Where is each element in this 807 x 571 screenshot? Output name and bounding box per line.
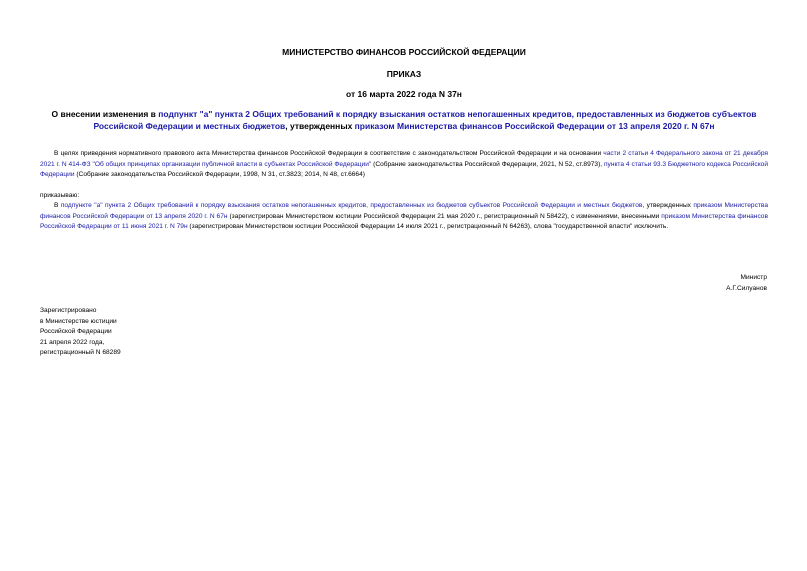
order-link-order-67n[interactable]: приказом Министерства финансов Российской Федерации от 13 апреля 2020 г. N 67н bbox=[40, 202, 768, 220]
preamble-text-1: В целях приведения нормативного правового акта Министерства финансов Российской Федерации в соответствие с законодательством Российской Федерации и на основании bbox=[54, 150, 604, 157]
registration-line-2: в Министерстве юстиции bbox=[40, 317, 117, 325]
signature-name: А.Г.Силуанов bbox=[726, 284, 767, 292]
signature-block bbox=[567, 273, 767, 294]
order-text-1: В bbox=[54, 202, 61, 209]
preamble-text-3: (Собрание законодательства Российской Федерации, 1998, N 31, ст.3823; 2014, N 48, ст.6664) bbox=[74, 171, 365, 179]
signature-position: Министр bbox=[740, 274, 767, 281]
order-text-3: (зарегистрирован Министерством юстиции Российской Федерации 21 мая 2020 г., регистрационный N 58422), с изменениями, внесенными bbox=[227, 212, 662, 220]
order-paragraph bbox=[40, 201, 768, 233]
document-date-number: от 16 марта 2022 года N 37н bbox=[346, 89, 462, 99]
order-text-2: , утвержденных bbox=[642, 202, 694, 209]
subject-link-order-67n[interactable]: приказом Министерства финансов Российской Федерации от 13 апреля 2020 г. N 67н bbox=[354, 121, 715, 131]
subject-middle: , утвержденных bbox=[285, 121, 355, 131]
registration-block bbox=[40, 306, 240, 359]
subject-prefix: О внесении изменения в bbox=[51, 109, 159, 119]
preamble-link-federal-law[interactable]: части 2 статьи 4 Федерального закона от 21 декабря 2021 г. N 414-ФЗ "Об общих принципах организации публичной власти в субъектах Российской Федерации" bbox=[40, 150, 768, 168]
registration-line-1: Зарегистрировано bbox=[40, 307, 97, 314]
preamble-link-budget-code[interactable]: пункта 4 статьи 93.3 Бюджетного кодекса Российской Федерации bbox=[40, 160, 769, 179]
ministry-heading: МИНИСТЕРСТВО ФИНАНСОВ РОССИЙСКОЙ ФЕДЕРАЦИИ bbox=[282, 47, 526, 57]
order-text-4: (зарегистрирован Министерством юстиции Российской Федерации 14 июля 2021 г., регистрационный N 64263), слова "государственной власти" исключить. bbox=[187, 223, 669, 231]
order-word: приказываю: bbox=[40, 192, 80, 199]
subject-link-subparagraph[interactable]: подпункт "а" пункта 2 Общих требований к порядку взыскания остатков непогашенных кредитов, предоставленных из бюджетов субъектов Российской Федерации и местных бюджетов bbox=[93, 109, 757, 131]
preamble-text-2: (Собрание законодательства Российской Федерации, 2021, N 52, ст.8973), bbox=[371, 160, 604, 168]
registration-line-4: 21 апреля 2022 года, bbox=[40, 338, 105, 346]
order-link-order-79n[interactable]: приказом Министерства финансов Российской Федерации от 11 июня 2021 г. N 79н bbox=[40, 212, 768, 231]
order-link-subparagraph[interactable]: подпункте "а" пункта 2 Общих требований к порядку взыскания остатков непогашенных кредитов, предоставленных из бюджетов субъектов Российской Федерации и местных бюджетов bbox=[60, 202, 643, 209]
registration-line-5: регистрационный N 68289 bbox=[40, 349, 121, 356]
document-subject bbox=[40, 108, 768, 132]
preamble-paragraph bbox=[40, 149, 768, 181]
registration-line-3: Российской Федерации bbox=[40, 328, 112, 335]
document-type: ПРИКАЗ bbox=[386, 69, 422, 79]
